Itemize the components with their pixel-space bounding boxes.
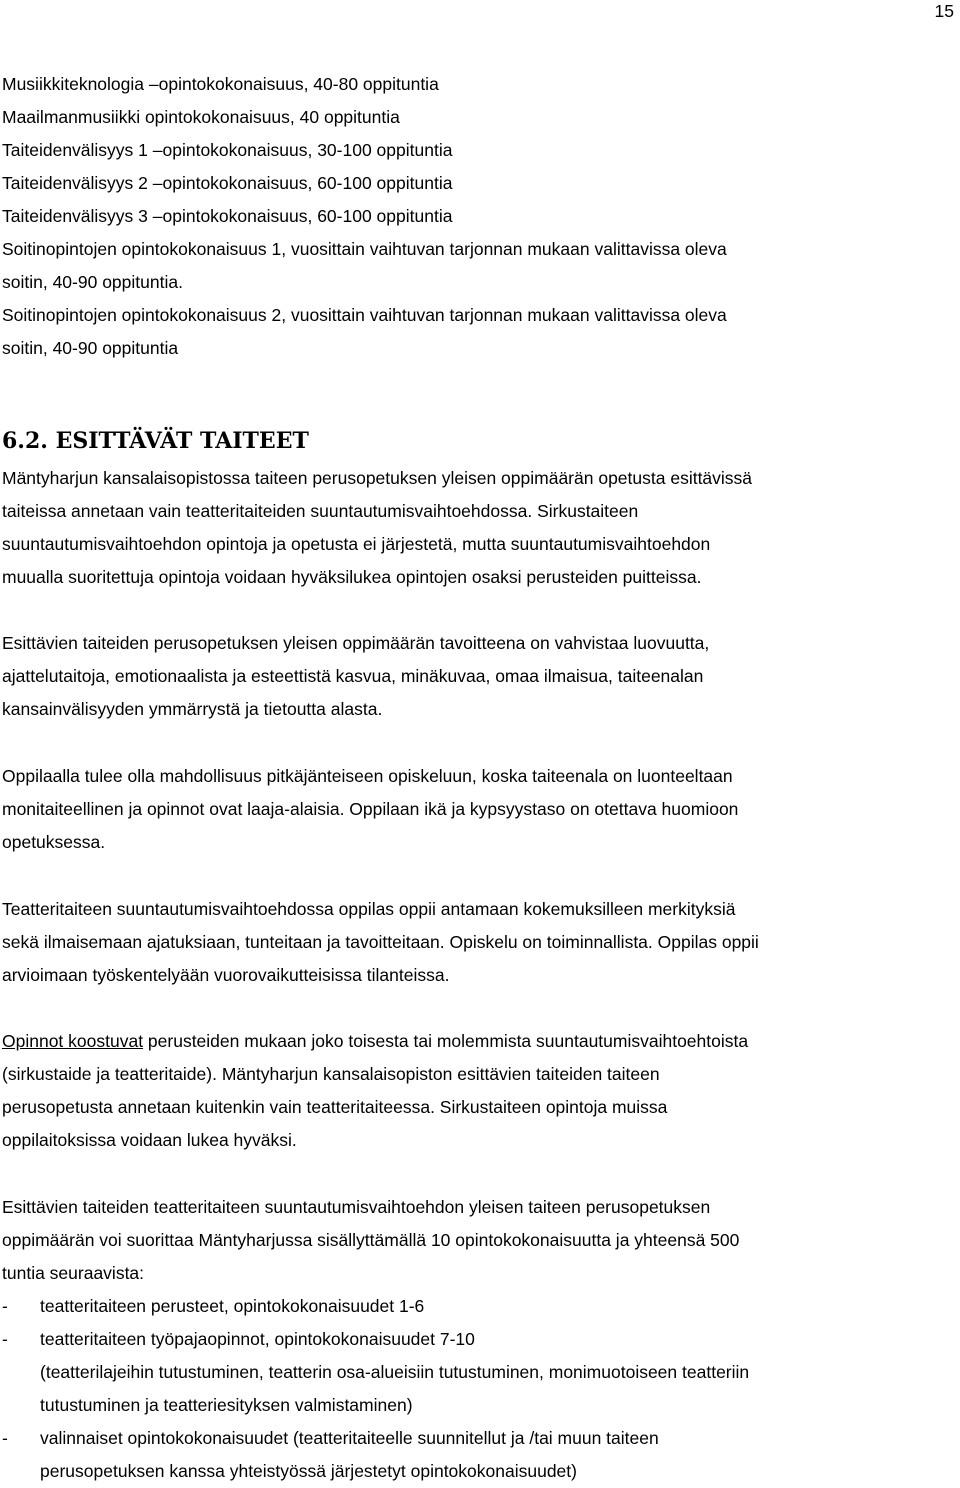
paragraph-line: taiteissa annetaan vain teatteritaiteiden suuntautumisvaihtoehdossa. Sirkustaiteen <box>2 501 639 521</box>
course-list-line: soitin, 40-90 oppituntia. <box>2 272 183 292</box>
paragraph-line: Mäntyharjun kansalaisopistossa taiteen perusopetuksen yleisen oppimäärän opetusta esittävissä <box>2 468 753 488</box>
page-number: 15 <box>934 1 954 21</box>
paragraph-line: sekä ilmaisemaan ajatuksiaan, tunteitaan ja tavoitteitaan. Opiskelu on toiminnallista. Oppilas oppii <box>2 932 759 952</box>
paragraph-2 <box>2 627 940 726</box>
paragraph-line: suuntautumisvaihtoehdon opintoja ja opetusta ei järjestetä, mutta suuntautumisvaihtoehdon <box>2 534 711 554</box>
paragraph-line: monitaiteellinen ja opinnot ovat laaja-alaisia. Oppilaan ikä ja kypsyystaso on otettava huomioon <box>2 799 739 819</box>
paragraph-line: opetuksessa. <box>2 832 106 852</box>
course-list-line: Taiteidenvälisyys 2 –opintokokonaisuus, 60-100 oppituntia <box>2 173 453 193</box>
course-list-line: Taiteidenvälisyys 3 –opintokokonaisuus, 60-100 oppituntia <box>2 206 453 226</box>
list-dash: - <box>2 1296 8 1316</box>
paragraph-line: Oppilaalla tulee olla mahdollisuus pitkäjänteiseen opiskeluun, koska taiteenala on luonteeltaan <box>2 766 733 786</box>
paragraph-text: perusteiden mukaan joko toisesta tai molemmista suuntautumisvaihtoehtoista <box>143 1031 749 1051</box>
paragraph-4 <box>2 893 940 992</box>
course-list-line: Soitinopintojen opintokokonaisuus 2, vuosittain vaihtuvan tarjonnan mukaan valittavissa oleva <box>2 305 727 325</box>
paragraph-line: perusopetusta annetaan kuitenkin vain teatteritaiteessa. Sirkustaiteen opintoja muissa <box>2 1097 668 1117</box>
paragraph-1 <box>2 462 940 594</box>
paragraph-line: (sirkustaide ja teatteritaide). Mäntyharjun kansalaisopiston esittävien taiteiden taiteen <box>2 1064 660 1084</box>
course-list-line: Soitinopintojen opintokokonaisuus 1, vuosittain vaihtuvan tarjonnan mukaan valittavissa oleva <box>2 239 727 259</box>
paragraph-line: muualla suoritettuja opintoja voidaan hyväksilukea opintojen osaksi perusteiden puitteissa. <box>2 567 702 587</box>
paragraph-line: ajattelutaitoja, emotionaalista ja esteettistä kasvua, minäkuvaa, omaa ilmaisua, taiteenalan <box>2 666 704 686</box>
paragraph-line: Esittävien taiteiden teatteritaiteen suuntautumisvaihtoehdon yleisen taiteen perusopetuksen <box>2 1197 711 1217</box>
paragraph-line: arvioimaan työskentelyään vuorovaikutteisissa tilanteissa. <box>2 965 450 985</box>
list-item <box>2 1323 940 1356</box>
paragraph-line: kansainvälisyyden ymmärrystä ja tietoutta alasta. <box>2 699 383 719</box>
paragraph-line: Teatteritaiteen suuntautumisvaihtoehdossa oppilas oppii antamaan kokemuksilleen merkityksiä <box>2 899 736 919</box>
list-item-text: valinnaiset opintokokonaisuudet (teatteritaiteelle suunnitellut ja /tai muun taiteen <box>40 1428 659 1448</box>
underlined-lead: Opinnot koostuvat <box>2 1031 144 1051</box>
list-dash: - <box>2 1329 8 1349</box>
paragraph-6 <box>2 1191 940 1290</box>
list-item-continuation: (teatterilajeihin tutustuminen, teatterin osa-alueisiin tutustuminen, monimuotoiseen teatteriin <box>40 1362 750 1382</box>
paragraph-line <box>2 1025 940 1058</box>
list-item-continuation: tutustuminen ja teatteriesityksen valmistaminen) <box>40 1395 413 1415</box>
section-heading: 6.2. ESITTÄVÄT TAITEET <box>2 428 309 454</box>
paragraph-line: Esittävien taiteiden perusopetuksen yleisen oppimäärän tavoitteena on vahvistaa luovuutta, <box>2 633 710 653</box>
list-item <box>2 1290 940 1323</box>
list-item-continuation: perusopetuksen kanssa yhteistyössä järjestetyt opintokokonaisuudet) <box>40 1461 577 1481</box>
paragraph-line: oppilaitoksissa voidaan lukea hyväksi. <box>2 1130 297 1150</box>
paragraph-3 <box>2 760 940 859</box>
course-list-line: Musiikkiteknologia –opintokokonaisuus, 40-80 oppituntia <box>2 74 439 94</box>
course-list-line: Taiteidenvälisyys 1 –opintokokonaisuus, 30-100 oppituntia <box>2 140 453 160</box>
study-list <box>2 1290 940 1488</box>
paragraph-line: oppimäärän voi suorittaa Mäntyharjussa sisällyttämällä 10 opintokokonaisuutta ja yhteensä 500 <box>2 1230 740 1250</box>
paragraph-5 <box>2 1025 940 1157</box>
list-dash: - <box>2 1428 8 1448</box>
paragraph-line: tuntia seuraavista: <box>2 1263 145 1283</box>
course-list-line: Maailmanmusiikki opintokokonaisuus, 40 oppituntia <box>2 107 400 127</box>
course-list <box>2 68 940 365</box>
list-item <box>2 1422 940 1455</box>
list-item-text: teatteritaiteen perusteet, opintokokonaisuudet 1-6 <box>40 1296 425 1316</box>
list-item-text: teatteritaiteen työpajaopinnot, opintokokonaisuudet 7-10 <box>40 1329 475 1349</box>
course-list-line: soitin, 40-90 oppituntia <box>2 338 179 358</box>
